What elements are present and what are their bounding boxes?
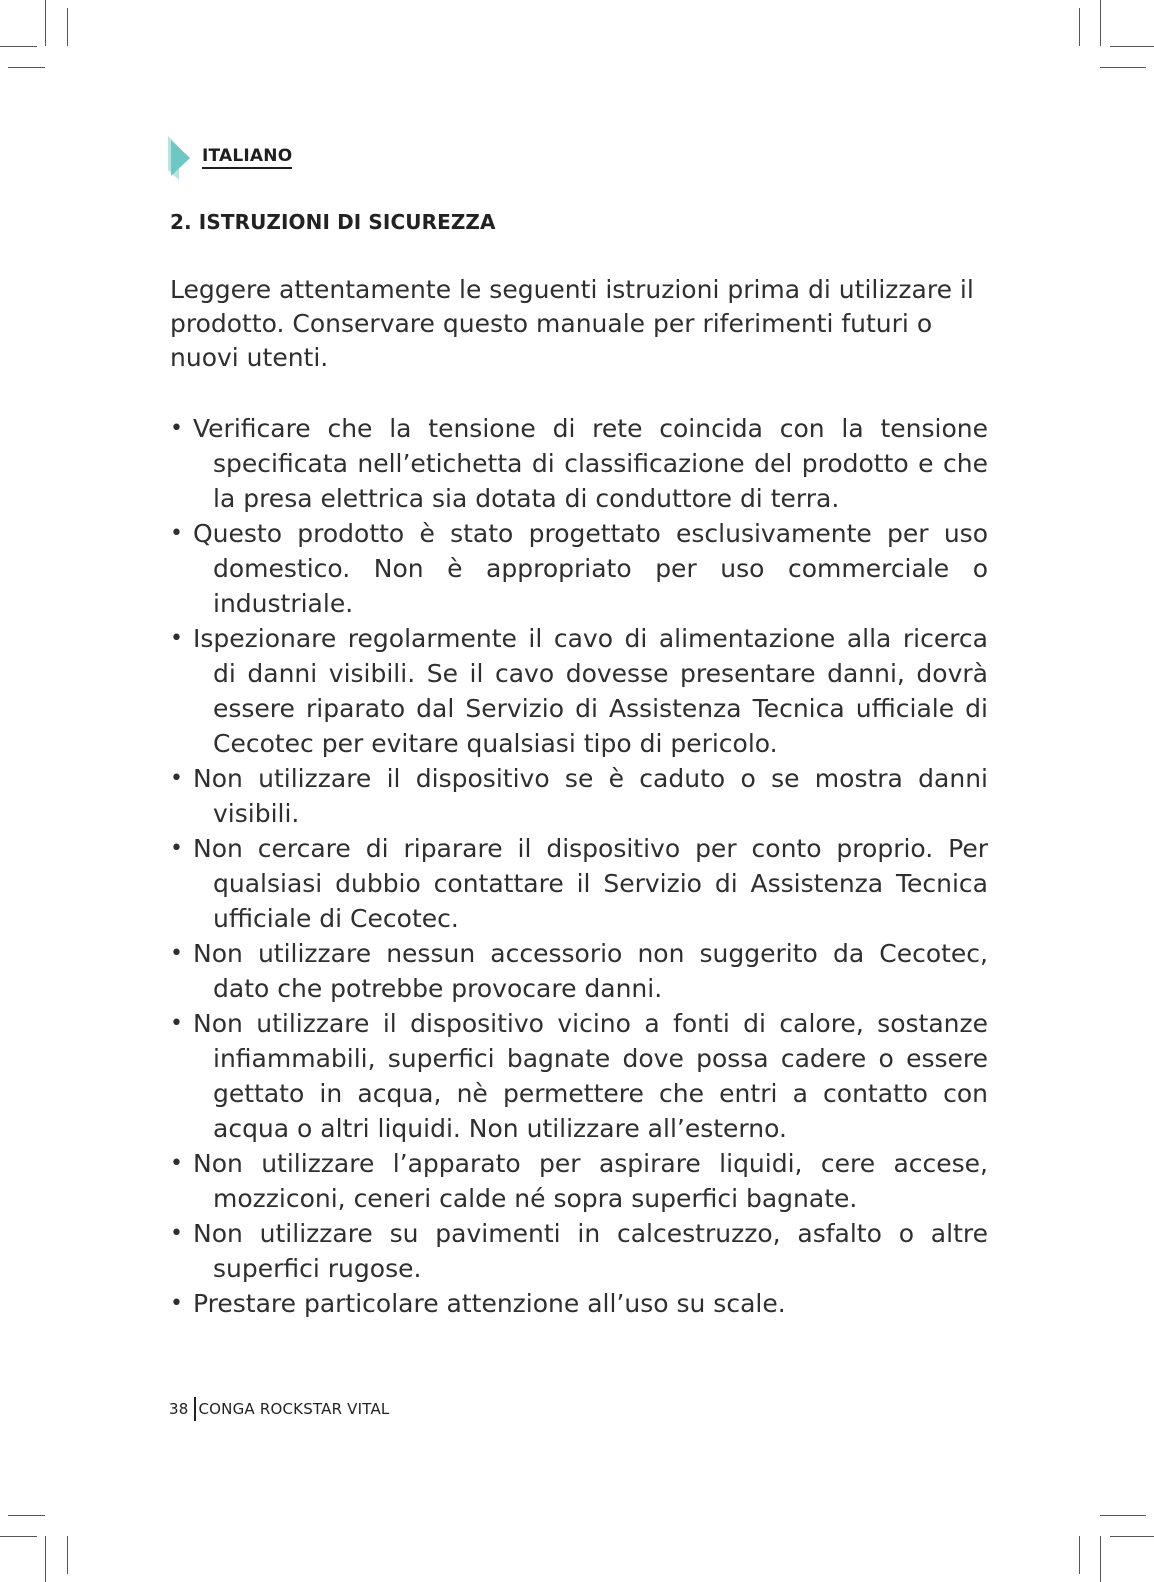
page-footer <box>169 1397 389 1421</box>
footer-divider <box>194 1397 196 1421</box>
language-header <box>168 136 292 180</box>
list-item <box>170 1146 988 1216</box>
crop-mark <box>45 1536 46 1582</box>
list-item <box>170 1216 988 1286</box>
instruction-text: Non utilizzare nessun accessorio non suggerito da Cecotec, dato che potrebbe provocare danni. <box>193 939 988 1003</box>
bullet-icon: • <box>170 521 183 546</box>
list-item <box>170 936 988 1006</box>
instruction-text: Ispezionare regolarmente il cavo di alimentazione alla ricerca di danni visibili. Se il cavo dovesse presentare danni, dovrà essere riparato dal Servizio di Assistenza Tecnica ufficiale di Cecotec per evitare qualsiasi tipo di pericolo. <box>193 624 988 758</box>
crop-mark <box>1100 67 1146 68</box>
instruction-text: Non utilizzare su pavimenti in calcestruzzo, asfalto o altre superfici rugose. <box>193 1219 988 1283</box>
bullet-icon: • <box>170 836 183 861</box>
bullet-icon: • <box>170 416 183 441</box>
list-item <box>170 831 988 936</box>
instruction-text: Non utilizzare il dispositivo vicino a fonti di calore, sostanze infiammabili, superfici bagnate dove possa cadere o essere gettato in acqua, nè permettere che entri a contatto con acqua o altri liquidi. Non utilizzare all’esterno. <box>193 1009 988 1143</box>
bullet-icon: • <box>170 1291 183 1316</box>
language-label: ITALIANO <box>202 146 292 169</box>
list-item <box>170 516 988 621</box>
list-item <box>170 1286 988 1321</box>
intro-paragraph: Leggere attentamente le seguenti istruzioni prima di utilizzare il prodotto. Conservare questo manuale per riferimenti futuri o nuovi utenti. <box>170 275 974 372</box>
crop-mark <box>67 1536 68 1574</box>
crop-mark <box>0 1536 37 1537</box>
instruction-text: Questo prodotto è stato progettato esclusivamente per uso domestico. Non è appropriato per uso commerciale o industriale. <box>193 519 988 618</box>
list-item <box>170 411 988 516</box>
crop-mark <box>1079 1536 1080 1574</box>
crop-mark <box>1100 1536 1101 1582</box>
crop-mark <box>0 46 37 47</box>
crop-mark <box>1110 1536 1154 1537</box>
crop-mark <box>1079 8 1080 46</box>
bullet-icon: • <box>170 626 183 651</box>
instruction-text: Verificare che la tensione di rete coincida con la tensione specificata nell’etichetta di classificazione del prodotto e che la presa elettrica sia dotata di conduttore di terra. <box>193 414 988 513</box>
safety-instructions-list <box>170 411 988 1321</box>
bullet-icon: • <box>170 1011 183 1036</box>
instruction-text: Non utilizzare l’apparato per aspirare liquidi, cere accese, mozziconi, ceneri calde né sopra superfici bagnate. <box>193 1149 988 1213</box>
bullet-icon: • <box>170 1151 183 1176</box>
bullet-icon: • <box>170 766 183 791</box>
crop-mark <box>1100 0 1101 46</box>
crop-mark <box>1100 1515 1146 1516</box>
bullet-icon: • <box>170 1221 183 1246</box>
arrow-tab-icon <box>168 136 192 180</box>
crop-mark <box>8 67 45 68</box>
instruction-text: Non utilizzare il dispositivo se è caduto o se mostra danni visibili. <box>193 764 988 828</box>
bullet-icon: • <box>170 941 183 966</box>
crop-mark <box>45 0 46 46</box>
crop-mark <box>1110 46 1154 47</box>
crop-mark <box>8 1515 45 1516</box>
list-item <box>170 1006 988 1146</box>
instruction-text: Prestare particolare attenzione all’uso su scale. <box>193 1289 786 1318</box>
instruction-text: Non cercare di riparare il dispositivo per conto proprio. Per qualsiasi dubbio contattare il Servizio di Assistenza Tecnica ufficiale di Cecotec. <box>193 834 988 933</box>
section-title: 2. ISTRUZIONI DI SICUREZZA <box>170 210 496 234</box>
list-item <box>170 761 988 831</box>
list-item <box>170 621 988 761</box>
product-name: CONGA ROCKSTAR VITAL <box>198 1400 390 1418</box>
page-number: 38 <box>169 1400 189 1418</box>
crop-mark <box>67 8 68 46</box>
